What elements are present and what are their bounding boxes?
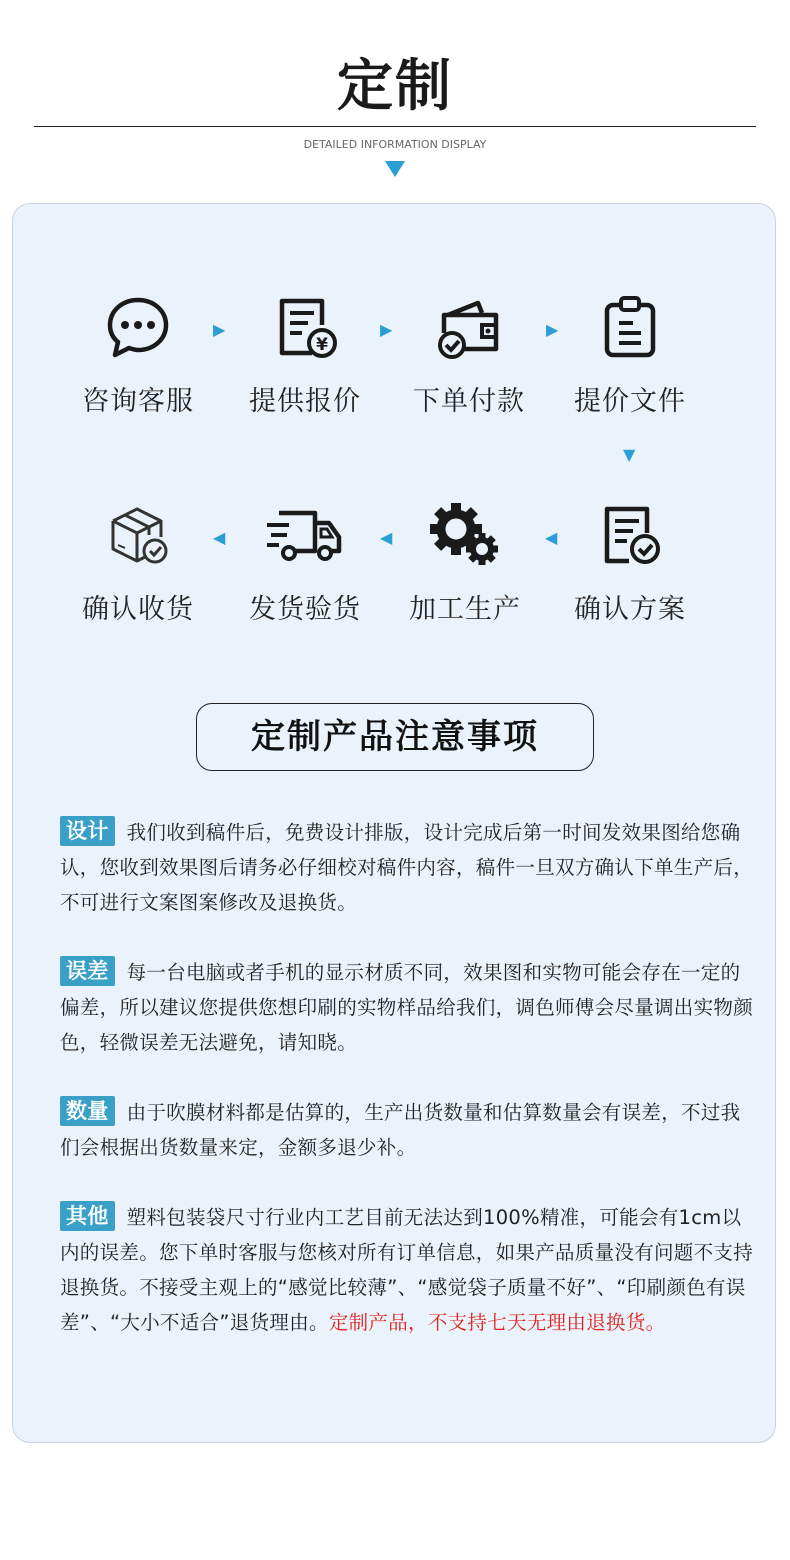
arrow-left-icon: ◀ [545, 528, 558, 547]
step-submit-file [555, 295, 705, 418]
arrow-right-icon: ▶ [546, 320, 559, 339]
arrow-right-icon: ▶ [213, 320, 226, 339]
notice-tag: 设计 [60, 816, 115, 846]
step-ship-inspect [230, 503, 380, 626]
notice-item-design [60, 815, 756, 920]
arrow-left-icon: ◀ [380, 528, 393, 547]
document-check-icon [597, 503, 663, 569]
clipboard-icon [597, 295, 663, 361]
notice-heading: 定制产品注意事项 [196, 703, 594, 771]
arrow-right-icon: ▶ [380, 320, 393, 339]
notice-text: 我们收到稿件后，免费设计排版，设计完成后第一时间发效果图给您确认，您收到效果图后请务必仔细校对稿件内容，稿件一旦双方确认下单生产后，不可进行文案图案修改及退换货。 [60, 821, 754, 914]
divider [34, 126, 756, 127]
down-triangle-icon [385, 161, 405, 177]
step-label: 咨询客服 [82, 386, 194, 417]
quote-document-icon [272, 295, 338, 361]
notice-item-other [60, 1200, 756, 1340]
chat-bubble-icon [105, 295, 171, 361]
step-label: 提供报价 [249, 386, 361, 417]
arrow-down-icon: ▼ [623, 445, 636, 464]
notice-tag: 误差 [60, 956, 115, 986]
step-label: 发货验货 [249, 594, 361, 625]
notice-text: 由于吹膜材料都是估算的，生产出货数量和估算数量会有误差，不过我们会根据出货数量来定，金额多退少补。 [60, 1101, 741, 1159]
notice-text: 塑料包装袋尺寸行业内工艺目前无法达到100%精准，可能会有1cm以内的误差。您下单时客服与您核对所有订单信息，如果产品质量没有问题不支持退换货。不接受主观上的“感觉比较薄”、“感觉袋子质量不好”、“印刷颜色有误差”、“大小不适合”退货理由。 [60, 1206, 754, 1334]
step-label: 确认收货 [82, 594, 194, 625]
step-label: 确认方案 [574, 594, 686, 625]
delivery-truck-icon [265, 503, 345, 569]
step-quote [230, 295, 380, 418]
page-title: 定制 [337, 54, 453, 119]
step-label: 提价文件 [574, 386, 686, 417]
step-confirm-plan [555, 503, 705, 626]
notice-tag: 数量 [60, 1096, 115, 1126]
page-subtitle: DETAILED INFORMATION DISPLAY [303, 138, 487, 151]
notice-item-deviation [60, 955, 756, 1060]
gears-icon [430, 503, 500, 569]
step-pay [394, 295, 544, 418]
notice-warning: 定制产品，不支持七天无理由退换货。 [328, 1311, 666, 1334]
package-check-icon [105, 503, 171, 569]
step-production [390, 503, 540, 626]
step-label: 加工生产 [409, 594, 521, 625]
arrow-left-icon: ◀ [213, 528, 226, 547]
wallet-check-icon [436, 295, 502, 361]
step-label: 下单付款 [413, 386, 525, 417]
step-confirm-receipt [63, 503, 213, 626]
svg-text:¥: ¥ [316, 335, 328, 355]
notice-item-quantity [60, 1095, 756, 1165]
notice-text: 每一台电脑或者手机的显示材质不同，效果图和实物可能会存在一定的偏差，所以建议您提供您想印刷的实物样品给我们，调色师傅会尽量调出实物颜色，轻微误差无法避免，请知晓。 [60, 961, 754, 1054]
step-consult [63, 295, 213, 418]
notice-tag: 其他 [60, 1201, 115, 1231]
